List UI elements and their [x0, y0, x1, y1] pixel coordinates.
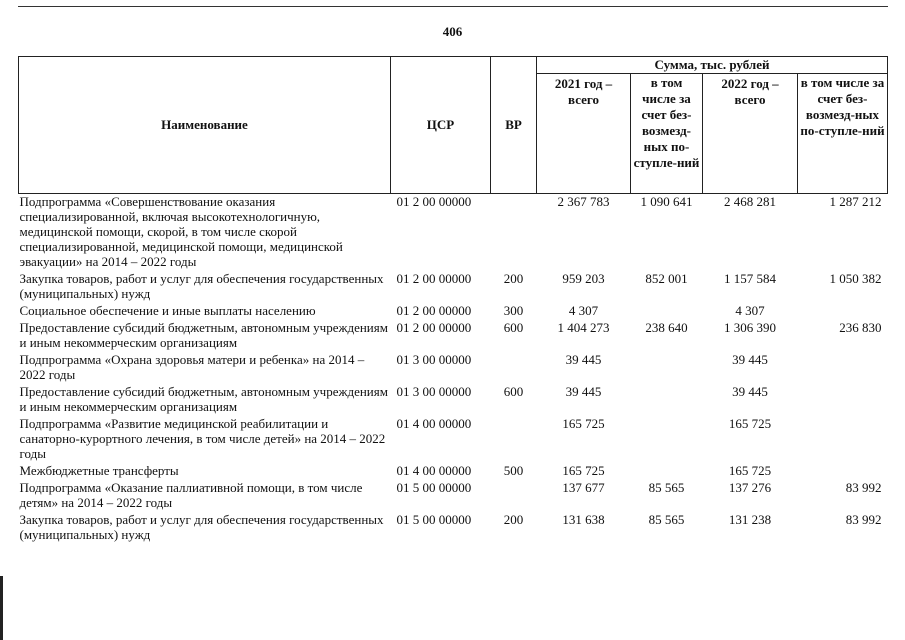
row-vr: 600: [503, 320, 524, 335]
header-2022-free: в том числе за счет без-возмезд-ных по-ступле-ний: [798, 74, 888, 194]
row-2022-total: 165 725: [728, 463, 772, 478]
row-2021-free: 85 565: [648, 480, 685, 495]
header-vr: ВР: [491, 57, 537, 194]
row-2022-free: 83 992: [845, 480, 882, 495]
row-name: Закупка товаров, работ и услуг для обеспечения государственных (муниципальных) нужд: [19, 512, 384, 542]
row-2021-free: [631, 463, 703, 480]
row-csr: 01 5 00 00000: [396, 480, 472, 495]
row-2022-total: 1 306 390: [724, 320, 776, 335]
table-row: [19, 384, 888, 416]
table-row: [19, 480, 888, 512]
row-2021-total: 959 203: [562, 271, 605, 286]
row-2021-free: [631, 303, 703, 320]
row-2021-free: [631, 352, 703, 384]
row-2021-total: 131 638: [562, 512, 605, 527]
row-2021-free: [631, 384, 703, 416]
row-2021-total: 165 725: [562, 463, 605, 478]
page-number: 406: [442, 24, 463, 39]
row-vr: 300: [503, 303, 524, 318]
row-name: Подпрограмма «Охрана здоровья матери и ребенка» на 2014 – 2022 годы: [19, 352, 365, 382]
row-2021-free: [631, 416, 703, 463]
row-csr: 01 3 00 00000: [396, 352, 472, 367]
row-name: Подпрограмма «Оказание паллиативной помощи, в том числе детям» на 2014 – 2022 годы: [19, 480, 363, 510]
row-vr: [491, 480, 537, 512]
table-row: [19, 416, 888, 463]
row-2022-free: 1 050 382: [829, 271, 882, 286]
header-csr: ЦСР: [391, 57, 491, 194]
row-csr: 01 5 00 00000: [396, 512, 472, 527]
row-csr: 01 2 00 00000: [396, 194, 472, 209]
top-rule: [18, 6, 888, 7]
row-csr: 01 3 00 00000: [396, 384, 472, 399]
row-2022-total: 1 157 584: [724, 271, 776, 286]
table-row: [19, 194, 888, 272]
row-name: Подпрограмма «Совершенствование оказания специализированной, включая высокотехнологичную, медицинской помощи, скорой, в том числе скорой специализированной, медицинской помощи, медицинской эвакуации» на 2014 – 2022 годы: [19, 194, 343, 269]
row-2022-free: [798, 384, 888, 416]
row-2022-total: 131 238: [728, 512, 772, 527]
header-2022-total: 2022 год – всего: [703, 74, 798, 194]
row-2021-free: 85 565: [648, 512, 685, 527]
table-row: [19, 463, 888, 480]
row-vr: 600: [503, 384, 524, 399]
row-csr: 01 4 00 00000: [396, 463, 472, 478]
header-name: Наименование: [19, 57, 391, 194]
table-row: [19, 512, 888, 544]
row-2022-free: [798, 303, 888, 320]
row-vr: [491, 416, 537, 463]
row-2022-free: [798, 352, 888, 384]
row-vr: [491, 194, 537, 272]
budget-table: [18, 56, 888, 544]
row-2021-total: 137 677: [562, 480, 605, 495]
row-2021-free: 238 640: [645, 320, 688, 335]
table-row: [19, 303, 888, 320]
row-vr: 200: [503, 512, 524, 527]
row-name: Социальное обеспечение и иные выплаты населению: [19, 303, 316, 318]
row-2021-total: 2 367 783: [557, 194, 610, 209]
table-row: [19, 320, 888, 352]
table-row: [19, 352, 888, 384]
row-2022-free: 1 287 212: [829, 194, 882, 209]
row-vr: 500: [503, 463, 524, 478]
row-csr: 01 2 00 00000: [396, 271, 472, 286]
row-name: Межбюджетные трансферты: [19, 463, 179, 478]
row-2021-total: 39 445: [565, 352, 602, 367]
row-2021-free: 852 001: [645, 271, 688, 286]
row-name: Предоставление субсидий бюджетным, автономным учреждениям и иным некоммерческим организациям: [19, 320, 388, 350]
row-name: Закупка товаров, работ и услуг для обеспечения государственных (муниципальных) нужд: [19, 271, 384, 301]
row-2022-free: [798, 416, 888, 463]
row-2022-total: 137 276: [728, 480, 772, 495]
row-name: Подпрограмма «Развитие медицинской реабилитации и санаторно-курортного лечения, в том числе детей» на 2014 – 2022 годы: [19, 416, 386, 461]
row-csr: 01 2 00 00000: [396, 303, 472, 318]
row-2021-total: 1 404 273: [557, 320, 610, 335]
scan-edge-mark: [0, 576, 3, 640]
row-2022-free: 83 992: [845, 512, 882, 527]
row-2022-total: 39 445: [732, 384, 768, 399]
table-row: [19, 271, 888, 303]
row-2022-total: 2 468 281: [724, 194, 776, 209]
row-vr: 200: [503, 271, 524, 286]
row-2022-total: 39 445: [732, 352, 768, 367]
header-2021-total: 2021 год – всего: [537, 74, 631, 194]
row-2022-free: 236 830: [839, 320, 882, 335]
row-2021-total: 39 445: [565, 384, 602, 399]
row-name: Предоставление субсидий бюджетным, автономным учреждениям и иным некоммерческим организациям: [19, 384, 388, 414]
row-csr: 01 2 00 00000: [396, 320, 472, 335]
row-2021-total: 165 725: [562, 416, 605, 431]
table-body: [19, 194, 888, 545]
row-csr: 01 4 00 00000: [396, 416, 472, 431]
row-2021-total: 4 307: [568, 303, 599, 318]
row-2022-free: [798, 463, 888, 480]
row-2022-total: 4 307: [735, 303, 765, 318]
row-2021-free: 1 090 641: [640, 194, 693, 209]
row-vr: [491, 352, 537, 384]
header-2021-free: в том числе за счет без-возмезд-ных по-ступле-ний: [631, 74, 703, 194]
row-2022-total: 165 725: [728, 416, 772, 431]
header-sum: Сумма, тыс. рублей: [537, 57, 888, 74]
